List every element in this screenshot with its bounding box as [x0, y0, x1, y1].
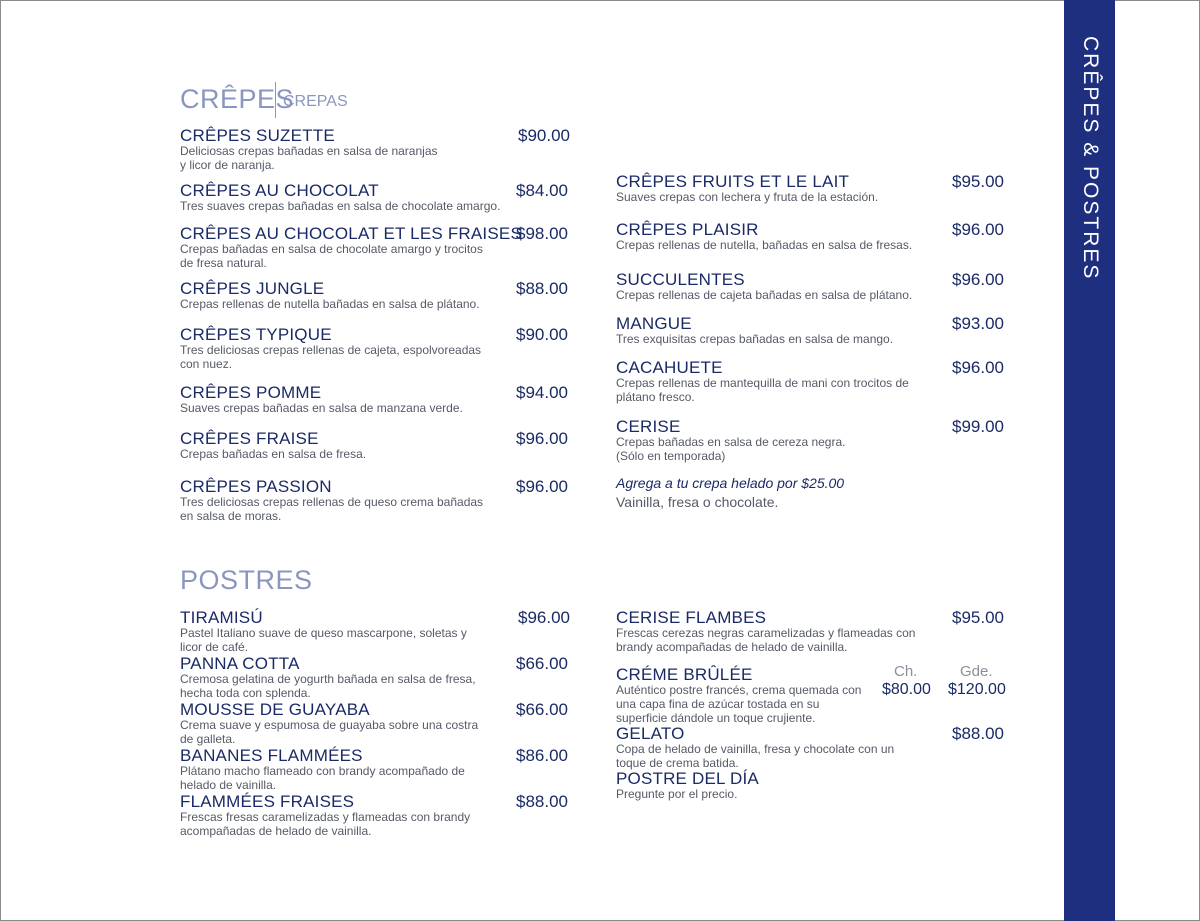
item-description: Copa de helado de vainilla, fresa y chocolate con un toque de crema batida.: [616, 742, 895, 770]
sidebar-title: CRÊPES & POSTRES: [1079, 36, 1102, 281]
item-name: MOUSSE DE GUAYABA: [180, 700, 370, 719]
item-name: CRÊPES SUZETTE: [180, 126, 335, 145]
item-name: CRÊPES FRAISE: [180, 429, 319, 448]
item-description: Crepas bañadas en salsa de fresa.: [180, 447, 367, 461]
item-price: $95.00: [952, 172, 1004, 191]
item-price: $88.00: [952, 724, 1004, 743]
item-name: CRÊPES JUNGLE: [180, 279, 325, 298]
ice-cream-addon-note: Agrega a tu crepa helado por $25.00: [616, 475, 845, 491]
item-price: $93.00: [952, 314, 1004, 333]
item-price: $96.00: [516, 477, 568, 496]
size-large-price: $120.00: [948, 681, 1006, 698]
item-name: CRÊPES AU CHOCOLAT: [180, 181, 379, 200]
item-name: CRÉME BRÛLÉE: [616, 665, 753, 684]
crepes-subtitle: CREPAS: [275, 82, 348, 118]
item-price: $84.00: [516, 181, 568, 200]
item-price: $88.00: [516, 792, 568, 811]
item-price: $90.00: [516, 325, 568, 344]
item-name: MANGUE: [616, 314, 692, 333]
item-description: Crepas rellenas de cajeta bañadas en salsa de plátano.: [616, 288, 913, 302]
item-name: FLAMMÉES FRAISES: [180, 792, 355, 811]
item-price: $86.00: [516, 746, 568, 765]
size-large-label: Gde.: [960, 663, 993, 680]
item-name: BANANES FLAMMÉES: [180, 746, 363, 765]
item-price: $66.00: [516, 654, 568, 673]
item-name: SUCCULENTES: [616, 270, 745, 289]
item-description: Crepas bañadas en salsa de chocolate amargo y trocitos de fresa natural.: [180, 242, 483, 270]
item-description: Frescas fresas caramelizadas y flameadas con brandy acompañadas de helado de vainilla.: [180, 810, 471, 838]
item-price: $96.00: [952, 270, 1004, 289]
item-price: $96.00: [952, 220, 1004, 239]
item-name: CRÊPES PLAISIR: [616, 220, 759, 239]
item-price: $99.00: [952, 417, 1004, 436]
postres-title: POSTRES: [180, 565, 313, 595]
item-name: CACAHUETE: [616, 358, 723, 377]
item-description: Cremosa gelatina de yogurth bañada en salsa de fresa, hecha toda con splenda.: [180, 672, 476, 700]
item-price: $88.00: [516, 279, 568, 298]
item-price: $96.00: [952, 358, 1004, 377]
item-price: $90.00: [518, 126, 570, 145]
item-name: POSTRE DEL DÍA: [616, 769, 759, 788]
item-price: $96.00: [518, 608, 570, 627]
item-description: Suaves crepas bañadas en salsa de manzana verde.: [180, 401, 463, 415]
item-name: CRÊPES FRUITS ET LE LAIT: [616, 172, 850, 191]
item-description: Tres deliciosas crepas rellenas de queso crema bañadas en salsa de moras.: [180, 495, 484, 523]
item-description: Crepas bañadas en salsa de cereza negra. (Sólo en temporada): [616, 435, 846, 463]
item-name: CERISE FLAMBES: [616, 608, 767, 627]
item-price: $96.00: [516, 429, 568, 448]
item-description: Plátano macho flameado con brandy acompañado de helado de vainilla.: [180, 764, 465, 792]
item-description: Suaves crepas con lechera y fruta de la estación.: [616, 190, 879, 204]
item-price: $98.00: [516, 224, 568, 243]
size-small-label: Ch.: [894, 663, 918, 680]
item-description: Crema suave y espumosa de guayaba sobre una costra de galleta.: [180, 718, 479, 746]
item-description: Crepas rellenas de nutella bañadas en salsa de plátano.: [180, 297, 480, 311]
item-description: Tres deliciosas crepas rellenas de cajeta, espolvoreadas con nuez.: [180, 343, 482, 371]
item-price: $66.00: [516, 700, 568, 719]
item-name: CERISE: [616, 417, 681, 436]
item-description: Auténtico postre francés, crema quemada con una capa fina de azúcar tostada en su superficie dándole un toque crujiente.: [616, 683, 862, 725]
item-description: Pregunte por el precio.: [616, 787, 738, 801]
item-name: CRÊPES AU CHOCOLAT ET LES FRAISES: [180, 224, 522, 243]
item-description: Frescas cerezas negras caramelizadas y flameadas con brandy acompañadas de helado de vainilla.: [616, 626, 916, 654]
item-name: GELATO: [616, 724, 685, 743]
item-description: Pastel Italiano suave de queso mascarpone, soletas y licor de café.: [180, 626, 467, 654]
item-name: CRÊPES POMME: [180, 383, 322, 402]
crepes-title: CRÊPES: [180, 84, 295, 114]
item-price: $94.00: [516, 383, 568, 402]
size-small-price: $80.00: [882, 681, 931, 698]
item-name: CRÊPES TYPIQUE: [180, 325, 332, 344]
item-description: Crepas rellenas de mantequilla de mani con trocitos de plátano fresco.: [616, 376, 909, 404]
item-name: PANNA COTTA: [180, 654, 300, 673]
item-description: Crepas rellenas de nutella, bañadas en salsa de fresas.: [616, 238, 913, 252]
item-description: Deliciosas crepas bañadas en salsa de naranjas y licor de naranja.: [180, 144, 438, 172]
ice-cream-flavors-note: Vainilla, fresa o chocolate.: [616, 494, 779, 510]
item-name: TIRAMISÚ: [180, 608, 263, 627]
item-description: Tres exquisitas crepas bañadas en salsa de mango.: [616, 332, 894, 346]
item-name: CRÊPES PASSION: [180, 477, 332, 496]
item-description: Tres suaves crepas bañadas en salsa de chocolate amargo.: [180, 199, 501, 213]
item-price: $95.00: [952, 608, 1004, 627]
